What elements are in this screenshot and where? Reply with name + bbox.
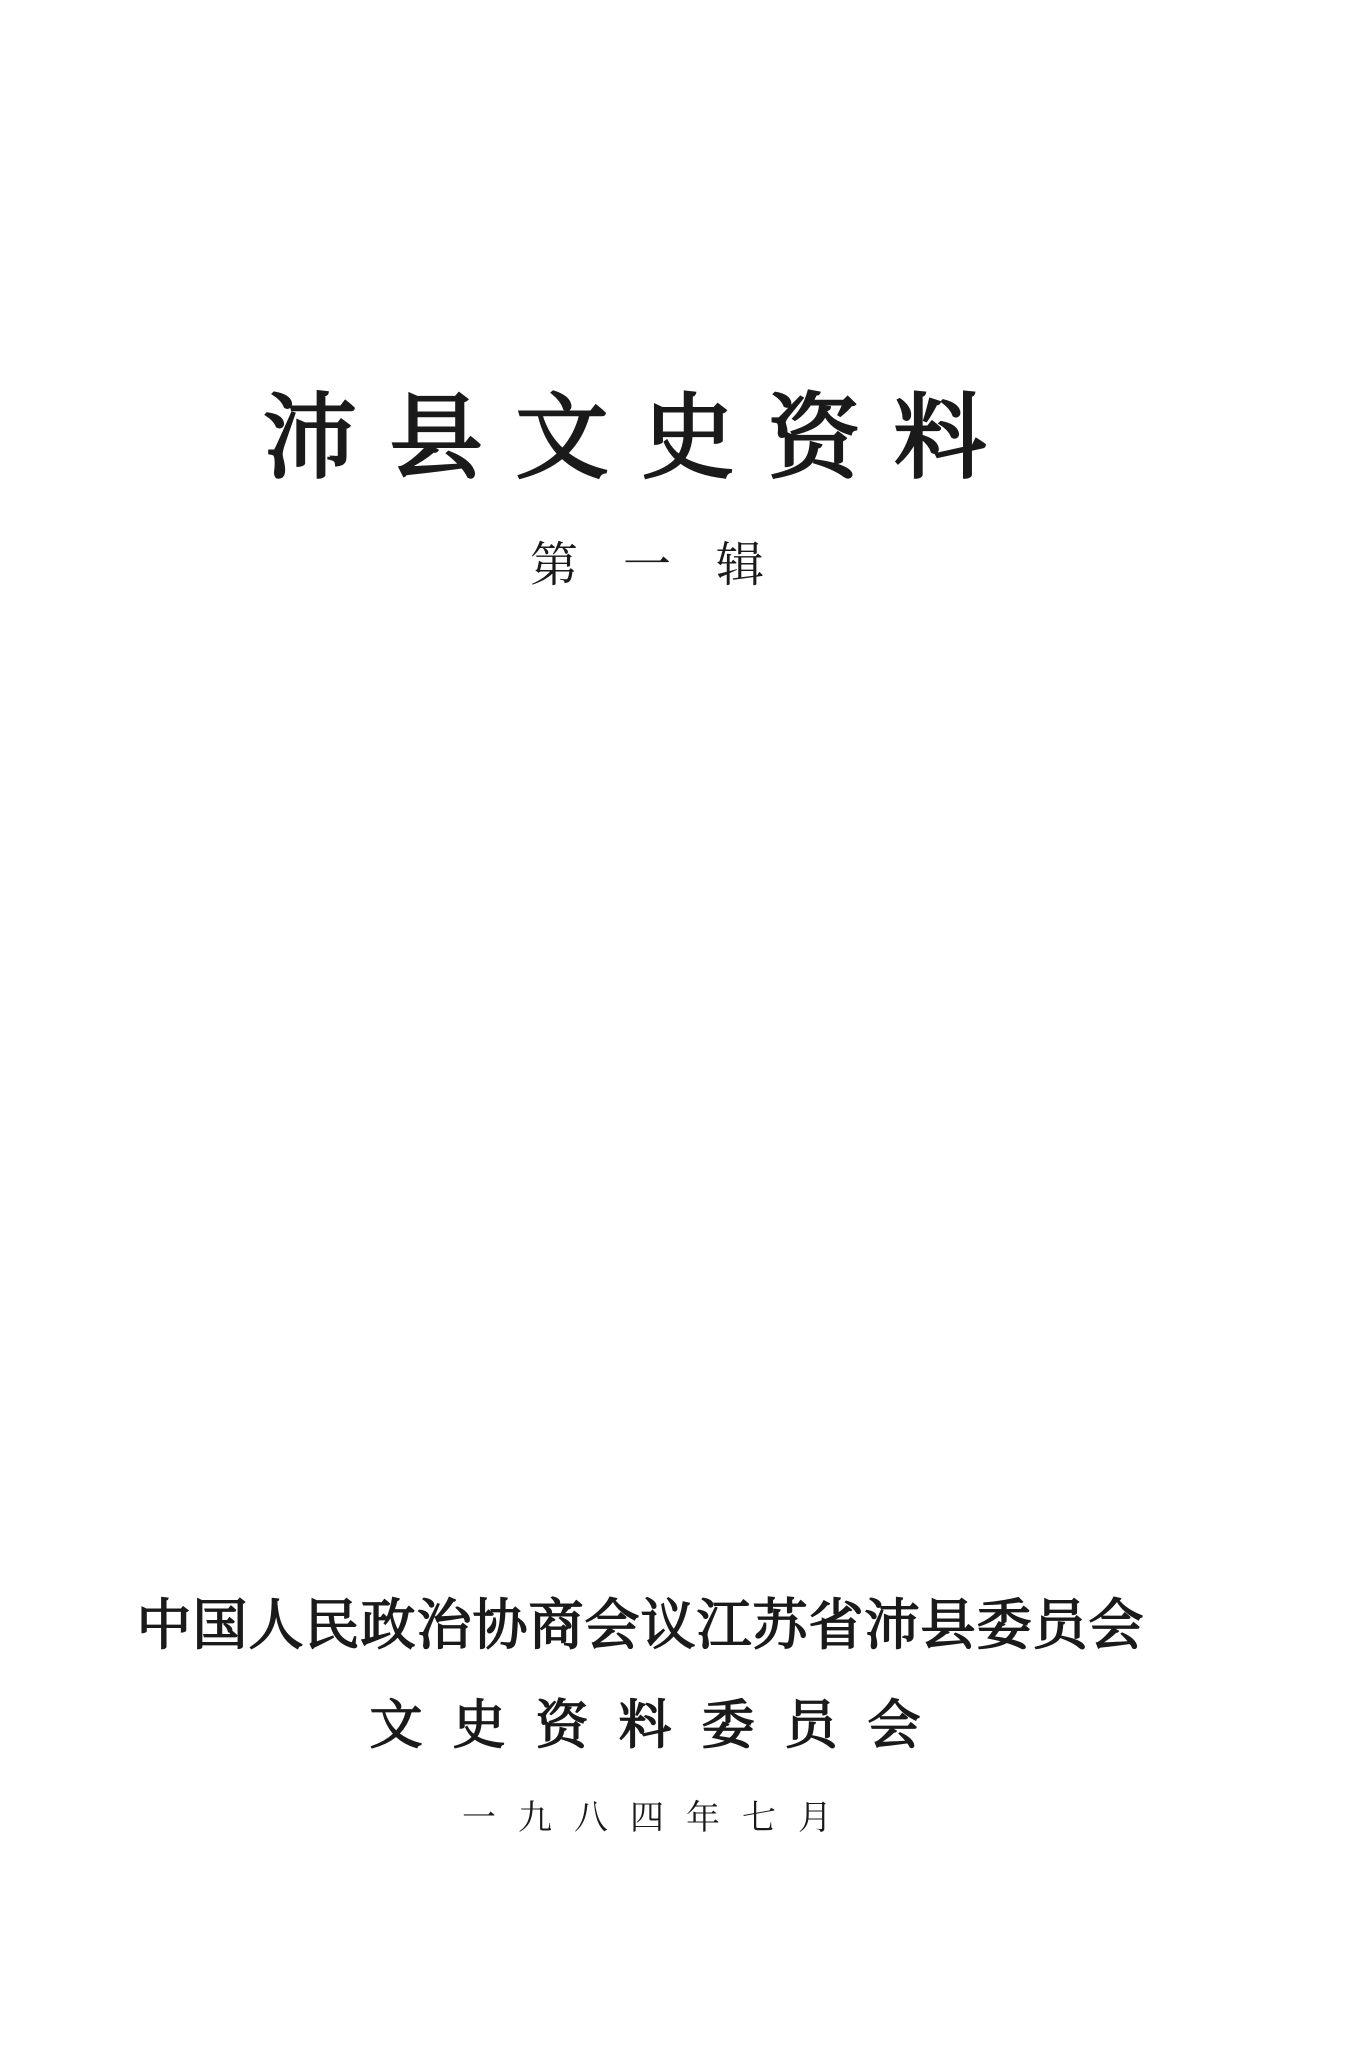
book-title: 沛县文史资料 [263, 383, 1020, 492]
publisher-name: 中国人民政治协商会议江苏省沛县委员会 [136, 1592, 1145, 1657]
committee-name: 文史资料委员会 [369, 1694, 951, 1756]
publication-date: 一九八四年七月 [462, 1798, 854, 1838]
volume-label: 第一辑 [529, 537, 810, 593]
